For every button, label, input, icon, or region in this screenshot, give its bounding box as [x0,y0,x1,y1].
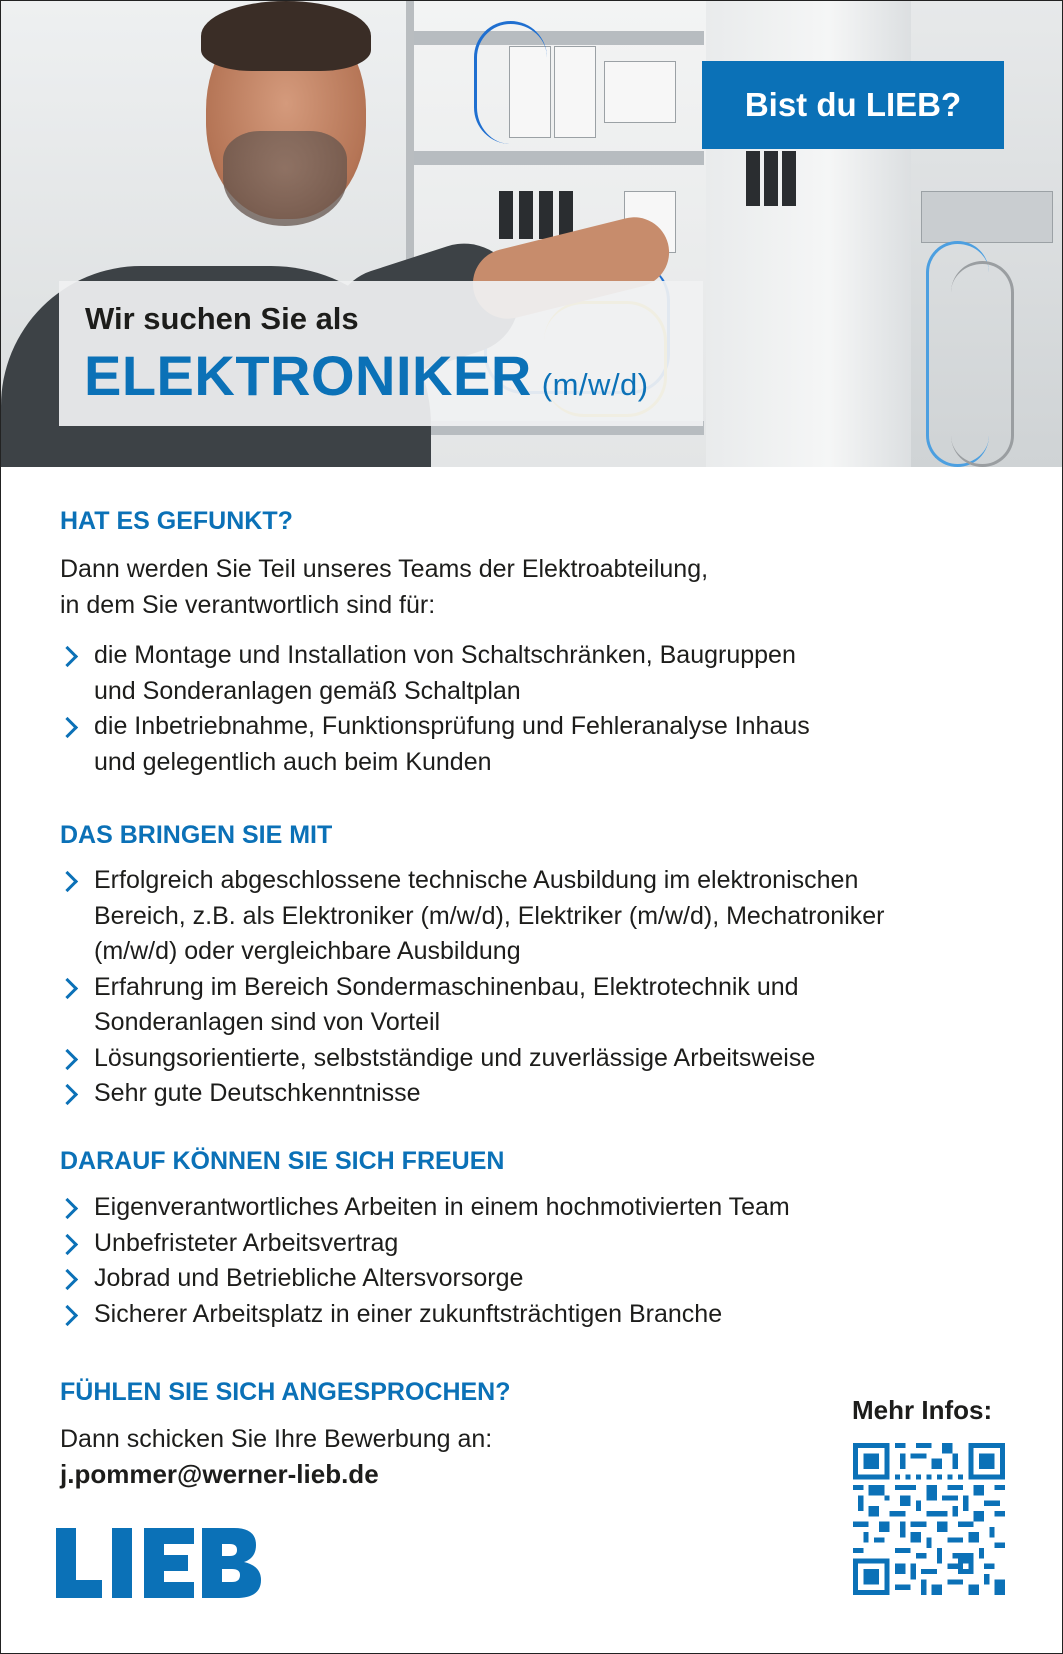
list-item-line: Erfahrung im Bereich Sondermaschinenbau, Elektrotechnik und [94,972,799,1001]
list-item-line: Lösungsorientierte, selbstständige und zuverlässige Arbeitsweise [94,1043,816,1072]
list-item-line: die Inbetriebnahme, Funktionsprüfung und Fehleranalyse Inhaus [94,712,810,740]
lieb-logo [56,1528,261,1598]
list-item-line: Bereich, z.B. als Elektroniker (m/w/d), Elektriker (m/w/d), Mechatroniker [94,901,885,930]
job-title-suffix: (m/w/d) [541,367,649,402]
more-info-label: Mehr Infos: [852,1395,993,1425]
chevron-right-icon [57,1233,78,1254]
list-item-line: Eigenverantwortliches Arbeiten in einem hochmotivierten Team [94,1193,790,1221]
responsibilities-list [60,638,810,780]
list-item-line: Unbefristeter Arbeitsvertrag [94,1228,399,1257]
job-title-text: ELEKTRONIKER [84,344,532,407]
list-item-line: Jobrad und Betriebliche Altersvorsorge [94,1264,524,1292]
chevron-right-icon [57,1269,78,1290]
list-item [60,970,884,1041]
job-title-box [59,281,703,426]
list-item [60,709,810,780]
list-item [60,1041,884,1077]
photo-person-beard [223,131,347,226]
list-item-line: Sonderanlagen sind von Vorteil [94,1008,441,1036]
requirements-list [60,863,884,1112]
section1-intro-line: in dem Sie verantwortlich sind für: [60,591,436,619]
list-item [60,863,884,970]
list-item-line: und gelegentlich auch beim Kunden [94,747,492,776]
list-item-line: die Montage und Installation von Schaltschränken, Baugruppen [94,641,796,669]
list-item-line: und Sonderanlagen gemäß Schaltplan [94,676,521,705]
chevron-right-icon [57,1304,78,1325]
chevron-right-icon [57,1084,78,1105]
title-intro: Wir suchen Sie als [85,301,359,336]
section-heading-hat-es-gefunkt: HAT ES GEFUNKT? [60,507,293,535]
chevron-right-icon [57,977,78,998]
hero-photo [1,1,1062,467]
section-heading-fuehlen-sie-sich-angesprochen: FÜHLEN SIE SICH ANGESPROCHEN? [60,1378,511,1406]
photo-person-hair [201,1,371,71]
chevron-right-icon [57,717,78,738]
section-heading-das-bringen-sie-mit: DAS BRINGEN SIE MIT [60,821,333,849]
list-item-line: Sicherer Arbeitsplatz in einer zukunftsträchtigen Branche [94,1299,723,1328]
slogan-badge: Bist du LIEB? [702,61,1004,149]
list-item [60,1297,790,1333]
application-instruction: Dann schicken Sie Ihre Bewerbung an: [60,1425,493,1453]
contact-email-link[interactable]: j.pommer@werner-lieb.de [60,1459,379,1489]
benefits-list [60,1190,790,1332]
chevron-right-icon [57,646,78,667]
section-heading-darauf-koennen-sie-sich-freuen: DARAUF KÖNNEN SIE SICH FREUEN [60,1147,505,1175]
list-item [60,1261,790,1297]
list-item-line: Erfolgreich abgeschlossene technische Ausbildung im elektronischen [94,866,859,894]
chevron-right-icon [57,1198,78,1219]
list-item [60,1076,884,1112]
list-item-line: Sehr gute Deutschkenntnisse [94,1079,421,1107]
section1-intro [60,551,708,623]
qr-code-icon[interactable] [853,1443,1005,1595]
chevron-right-icon [57,871,78,892]
list-item-line: (m/w/d) oder vergleichbare Ausbildung [94,937,521,965]
list-item [60,1226,790,1262]
list-item [60,1190,790,1226]
chevron-right-icon [57,1048,78,1069]
section1-intro-line: Dann werden Sie Teil unseres Teams der Elektroabteilung, [60,555,709,583]
list-item [60,638,810,709]
job-title [84,343,649,408]
